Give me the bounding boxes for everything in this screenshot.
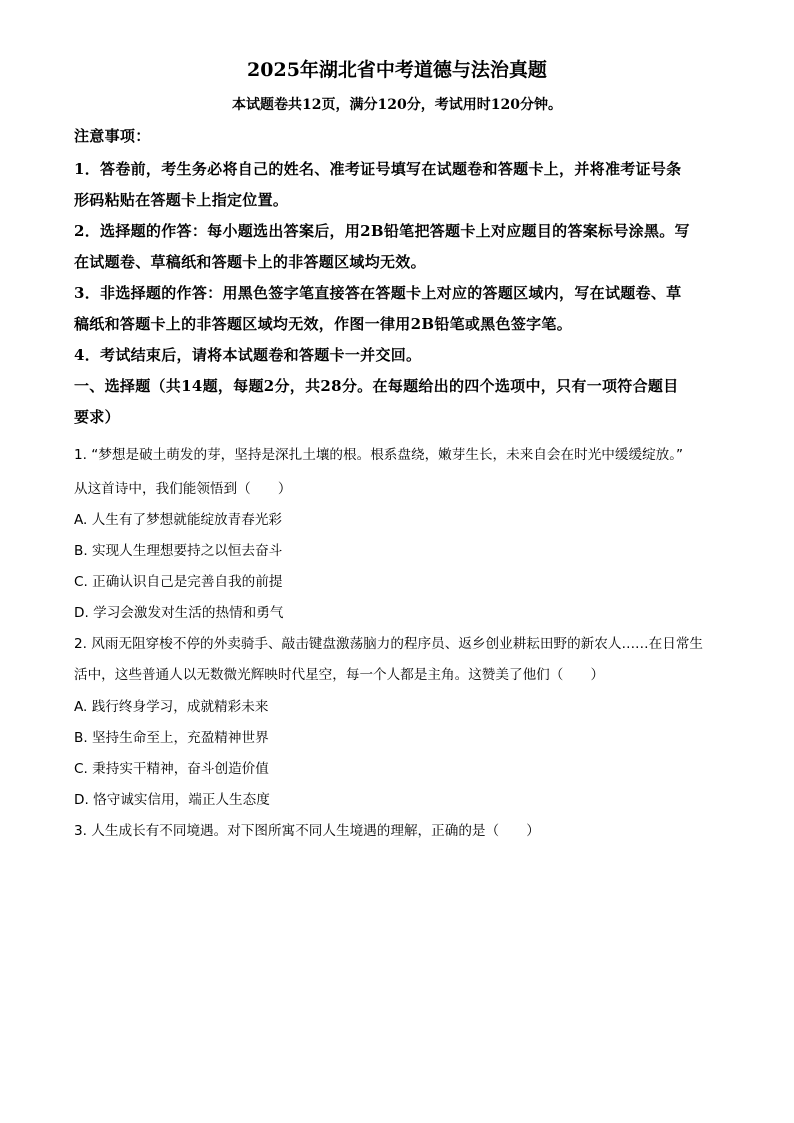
question-stem: 从这首诗中，我们能领悟到（ ） [74,481,292,497]
notice-line: 4．考试结束后，请将本试题卷和答题卡一并交回。 [74,346,422,364]
notice-line: 1．答卷前，考生务必将自己的姓名、准考证号填写在试题卷和答题卡上，并将准考证号条 [74,160,682,178]
answer-option: A. 人生有了梦想就能绽放青春光彩 [74,512,283,528]
notice-line: 2．选择题的作答：每小题选出答案后，用2B铅笔把答题卡上对应题目的答案标号涂黑。写 [74,222,690,240]
answer-option: B. 实现人生理想要持之以恒去奋斗 [74,543,283,559]
notice-line: 在试题卷、草稿纸和答题卡上的非答题区域均无效。 [74,253,426,271]
question-stem: 2. 风雨无阻穿梭不停的外卖骑手、敲击键盘激荡脑力的程序员、返乡创业耕耘田野的新农人……在日常生 [74,636,704,652]
section-heading-cont: 要求） [74,408,120,426]
question-stem: 3. 人生成长有不同境遇。对下图所寓不同人生境遇的理解，正确的是（ ） [74,823,540,839]
answer-option: A. 践行终身学习，成就精彩未来 [74,699,269,715]
notice-line: 形码粘贴在答题卡上指定位置。 [74,191,289,209]
answer-option: D. 学习会激发对生活的热情和勇气 [74,605,284,621]
section-heading: 一、选择题（共14题，每题2分，共28分。在每题给出的四个选项中，只有一项符合题目 [74,377,679,395]
answer-option: B. 坚持生命至上，充盈精神世界 [74,730,269,746]
page-title: 2025年湖北省中考道德与法治真题 [247,59,547,81]
answer-option: C. 秉持实干精神，奋斗创造价值 [74,761,269,777]
question-stem: 活中，这些普通人以无数微光辉映时代星空，每一个人都是主角。这赞美了他们（ ） [74,667,605,683]
notice-heading: 注意事项： [74,127,151,145]
exam-instructions-summary: 本试题卷共12页，满分120分，考试用时120分钟。 [232,97,562,113]
question-stem: 1. “梦想是破土萌发的芽，坚持是深扎土壤的根。根系盘绕，嫩芽生长，未来自会在时光中缓缓绽放。” [74,447,684,463]
answer-option: C. 正确认识自己是完善自我的前提 [74,574,283,590]
notice-line: 3．非选择题的作答：用黑色签字笔直接答在答题卡上对应的答题区域内，写在试题卷、草 [74,284,682,302]
answer-option: D. 恪守诚实信用，端正人生态度 [74,792,270,808]
notice-line: 稿纸和答题卡上的非答题区域均无效，作图一律用2B铅笔或黑色签字笔。 [74,315,573,333]
